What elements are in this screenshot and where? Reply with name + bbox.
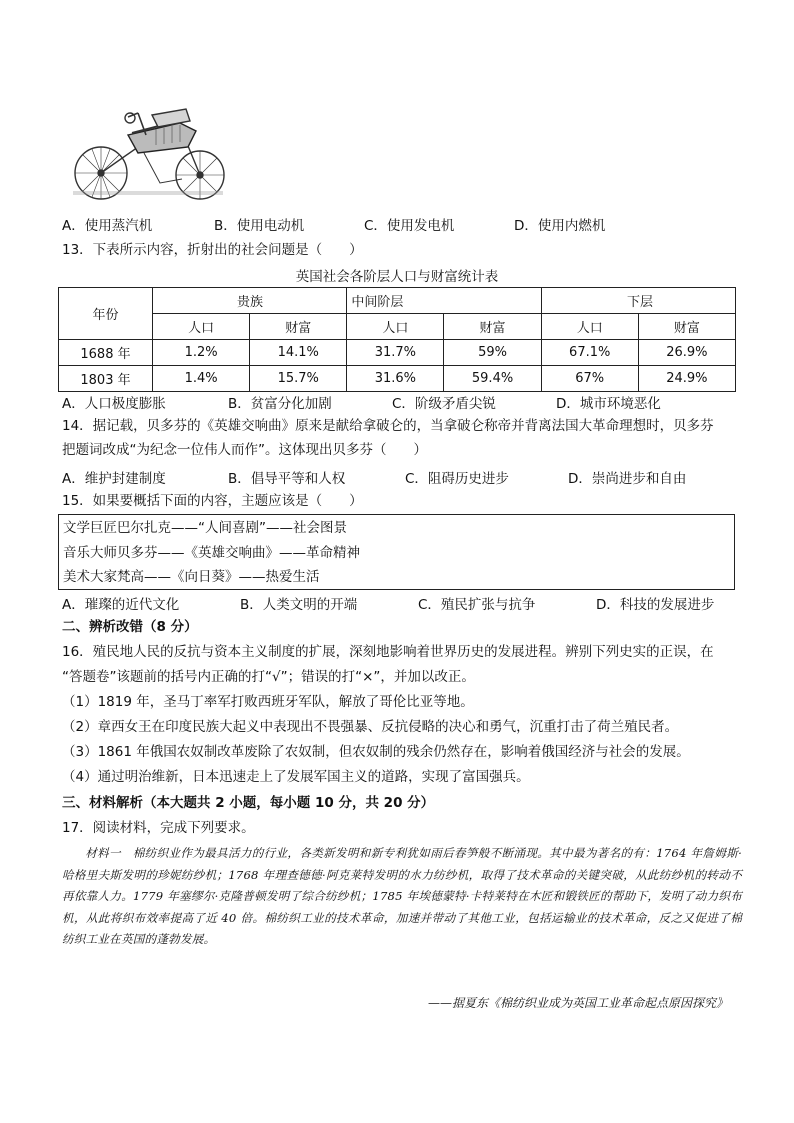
subheader-population: 人口 — [347, 314, 444, 340]
table-title: 英国社会各阶层人口与财富统计表 — [295, 269, 499, 285]
table-cell: 59.4% — [444, 366, 541, 392]
q15-option-c[interactable]: C．殖民扩张与抗争 — [418, 597, 536, 613]
q14-option-b[interactable]: B．倡导平等和人权 — [228, 471, 346, 487]
q16-item-3: （3）1861 年俄国农奴制改革废除了农奴制，但农奴制的残余仍然存在，影响着俄国经济与社会的发展。 — [62, 744, 690, 760]
q12-option-c[interactable]: C．使用发电机 — [364, 218, 455, 234]
q15-option-b[interactable]: B．人类文明的开端 — [240, 597, 358, 613]
table-cell: 1.2% — [153, 340, 250, 366]
table-cell: 14.1% — [250, 340, 347, 366]
subheader-wealth: 财富 — [638, 314, 735, 340]
box-line: 音乐大师贝多芬——《英雄交响曲》——革命精神 — [63, 544, 360, 561]
table-cell: 31.7% — [347, 340, 444, 366]
q15-content-box — [58, 514, 735, 590]
table-row — [59, 366, 736, 392]
material-source: ——据夏东《棉纺织业成为英国工业革命起点原因探究》 — [427, 996, 728, 1010]
q14-option-c[interactable]: C．阻碍历史进步 — [405, 471, 509, 487]
table-cell: 15.7% — [250, 366, 347, 392]
q13-stem: 13．下表所示内容，折射出的社会问题是（ ） — [62, 242, 363, 258]
subheader-wealth: 财富 — [250, 314, 347, 340]
q12-option-b[interactable]: B．使用电动机 — [214, 218, 305, 234]
table-cell: 67% — [541, 366, 638, 392]
material-one — [62, 843, 742, 951]
q12-option-d[interactable]: D．使用内燃机 — [514, 218, 606, 234]
table-cell: 67.1% — [541, 340, 638, 366]
material-one-text: 材料一 棉纺织业作为最具活力的行业，各类新发明和新专利犹如雨后春笋般不断涌现。其中最为著名的有：1764 年詹姆斯·哈格里夫斯发明的珍妮纺纱机；1768 年理查德德·阿克莱特发明的水力纺纱机，取得了技术革命的关键突破，从此纺纱机的转动不再依靠人力。1779 年塞缪尔·克隆普顿发明了综合纺纱机；1785 年埃德蒙特·卡特莱特在木匠和锻铁匠的帮助下，发明了动力织布机，从此将织布效率提高了近 40 倍。棉纺织工业的技术革命，加速并带动了其他工业，包括运输业的技术革命，反之又促进了棉纺织工业在英国的蓬勃发展。 — [62, 846, 742, 946]
row-year: 1688 年 — [59, 340, 153, 366]
header-middle-class: 中间阶层 — [347, 288, 541, 314]
q12-option-a[interactable]: A．使用蒸汽机 — [62, 218, 153, 234]
header-lower-class: 下层 — [541, 288, 735, 314]
table-cell: 59% — [444, 340, 541, 366]
box-line: 文学巨匠巴尔扎克——“人间喜剧”——社会图景 — [63, 520, 347, 536]
table-cell: 26.9% — [638, 340, 735, 366]
subheader-population: 人口 — [153, 314, 250, 340]
q16-stem-line2: “答题卷”该题前的括号内正确的打“√”；错误的打“×”，并加以改正。 — [62, 669, 475, 685]
box-line: 美术大家梵高——《向日葵》——热爱生活 — [63, 569, 320, 585]
subheader-population: 人口 — [541, 314, 638, 340]
q17-stem: 17．阅读材料，完成下列要求。 — [62, 820, 255, 836]
q14-option-a[interactable]: A．维护封建制度 — [62, 471, 166, 487]
subheader-wealth: 财富 — [444, 314, 541, 340]
q13-option-d[interactable]: D．城市环境恶化 — [556, 396, 661, 412]
q14-stem-line2: 把题词改成“为纪念一位伟人而作”。这体现出贝多芬（ ） — [62, 442, 427, 458]
table-row — [59, 340, 736, 366]
q14-stem-line1: 14．据记载，贝多芬的《英雄交响曲》原来是献给拿破仑的，当拿破仑称帝并背离法国大革命理想时，贝多芬 — [62, 418, 714, 434]
q13-option-a[interactable]: A．人口极度膨胀 — [62, 396, 166, 412]
q16-item-1: （1）1819 年，圣马丁率军打败西班牙军队，解放了哥伦比亚等地。 — [62, 694, 474, 710]
q16-item-4: （4）通过明治维新，日本迅速走上了发展军国主义的道路，实现了富国强兵。 — [62, 769, 530, 785]
q16-stem-line1: 16．殖民地人民的反抗与资本主义制度的扩展，深刻地影响着世界历史的发展进程。辨别下列史实的正误，在 — [62, 644, 714, 660]
q13-option-c[interactable]: C．阶级矛盾尖锐 — [392, 396, 496, 412]
table-cell: 24.9% — [638, 366, 735, 392]
row-year: 1803 年 — [59, 366, 153, 392]
q15-option-d[interactable]: D．科技的发展进步 — [596, 597, 715, 613]
section2-heading: 二、辨析改错（8 分） — [62, 619, 198, 635]
header-nobility: 贵族 — [153, 288, 347, 314]
population-wealth-table — [58, 287, 736, 392]
q15-stem: 15．如果要概括下面的内容，主题应该是（ ） — [62, 493, 363, 509]
q16-item-2: （2）章西女王在印度民族大起义中表现出不畏强暴、反抗侵略的决心和勇气，沉重打击了荷兰殖民者。 — [62, 719, 679, 735]
q15-option-a[interactable]: A．璀璨的近代文化 — [62, 597, 180, 613]
table-cell: 31.6% — [347, 366, 444, 392]
q13-option-b[interactable]: B．贫富分化加剧 — [228, 396, 332, 412]
table-cell: 1.4% — [153, 366, 250, 392]
section3-heading: 三、材料解析（本大题共 2 小题，每小题 10 分，共 20 分） — [62, 795, 435, 811]
automobile-illustration — [68, 95, 230, 205]
header-year: 年份 — [59, 288, 153, 340]
q14-option-d[interactable]: D．崇尚进步和自由 — [568, 471, 687, 487]
